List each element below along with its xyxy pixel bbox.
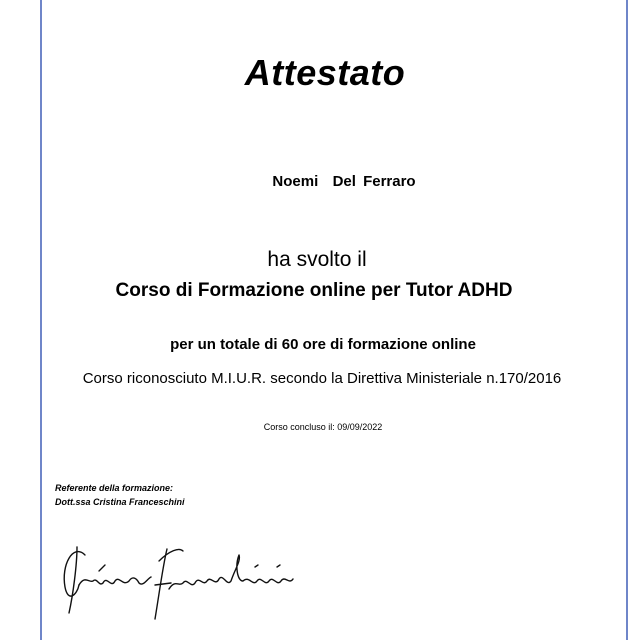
recognition-statement: Corso riconosciuto M.I.U.R. secondo la Direttiva Ministeriale n.170/2016 (82, 370, 562, 387)
certificate-title: Attestato (244, 52, 406, 93)
completion-date: Corso concluso il: 09/09/2022 (263, 422, 383, 432)
recipient-name: Noemi Del Ferraro (272, 173, 416, 190)
intro-text: ha svolto il (267, 248, 367, 271)
referent-block (55, 481, 185, 509)
handwritten-signature (55, 535, 315, 630)
referent-name: Dott.ssa Cristina Franceschini (55, 497, 185, 507)
hours-statement: per un totale di 60 ore di formazione online (170, 336, 476, 353)
referent-label: Referente della formazione: (55, 483, 174, 493)
course-name: Corso di Formazione online per Tutor ADHD (115, 280, 513, 301)
